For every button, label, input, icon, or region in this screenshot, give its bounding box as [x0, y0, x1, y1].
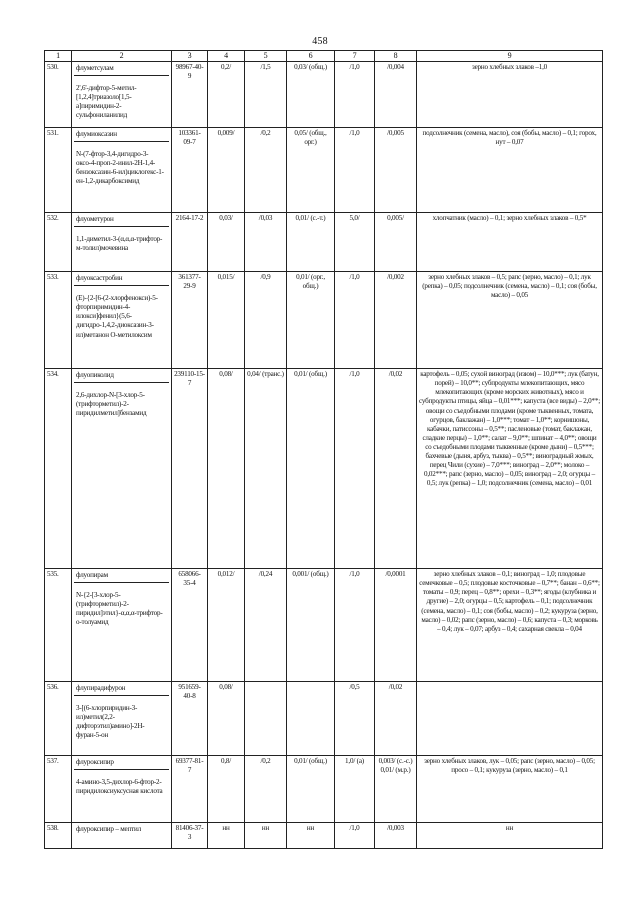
chemical-name: 2,6-дихлор-N-[3-хлор-5-(трифторметил)-2-пиридилметил]бензамид — [76, 391, 147, 418]
food-tolerances: зерно хлебных злаков –1,0 — [417, 62, 603, 128]
row-number: 534. — [45, 369, 72, 569]
column-header: 5 — [245, 51, 287, 62]
table-row — [45, 128, 603, 213]
food-tolerances: зерно хлебных злаков, лук – 0,05; рапс (зерно, масло) – 0,05; просо – 0,1; кукуруза (зерно, масло) – 0,1 — [417, 756, 603, 823]
cas-number: 951659-40-8 — [172, 682, 208, 756]
value-col5: /0,24 — [245, 569, 287, 682]
table-row — [45, 569, 603, 682]
value-col8: /0,003 — [375, 823, 417, 849]
substance-name: флумиоксазин — [74, 129, 169, 142]
food-tolerances: зерно хлебных злаков – 0,1; виноград – 1,0; плодовые семечковые – 0,5; плодовые косточковые – 0,7**; банан – 0,6**; томаты – 0,9; перец – 0,8**; орехи – 0,3**; ягоды (клубника и другие) – 2,0; огурцы – 0,5; картофель – 0,1; подсолнечник (семена, масло) – 0,1; соя (бобы, масло) – 0,2; кукуруза (зерно, масло) – 0,02; рапс (зерно, масло) – 0,6; капуста – 0,3; морковь – 0,4; лук – 0,07; арбуз – 0,4; сахарная свекла – 0,04 — [417, 569, 603, 682]
substance-cell — [72, 756, 172, 823]
value-col8: 0,005/ — [375, 213, 417, 272]
row-number: 532. — [45, 213, 72, 272]
cas-number: 69377-81-7 — [172, 756, 208, 823]
value-col8: /0,004 — [375, 62, 417, 128]
value-col6: 0,01/ (общ.) — [287, 756, 335, 823]
food-tolerances: зерно хлебных злаков – 0,5; рапс (зерно, масло) – 0,1; лук (репка) – 0,05; подсолнечник (семена, масло) – 0,1; соя (бобы, масло) – 0,05 — [417, 272, 603, 369]
value-col7: /1,0 — [335, 62, 375, 128]
column-header: 2 — [72, 51, 172, 62]
substance-name: флупирадифурон — [74, 683, 169, 696]
table-row — [45, 62, 603, 128]
value-col8: /0,02 — [375, 369, 417, 569]
substance-name: флуоксастробин — [74, 273, 169, 286]
substance-cell — [72, 369, 172, 569]
column-header: 9 — [417, 51, 603, 62]
table-row — [45, 823, 603, 849]
value-col7: /1,0 — [335, 369, 375, 569]
value-col8: 0,003/ (с.-с.) 0,01/ (м.р.) — [375, 756, 417, 823]
page-number: 458 — [312, 36, 328, 47]
cas-number: 239110-15-7 — [172, 369, 208, 569]
value-col8: /0,02 — [375, 682, 417, 756]
value-col4: 0,015/ — [208, 272, 245, 369]
food-tolerances: картофель – 0,05; сухой виноград (изюм) – 10,0***; лук (батун, порей) – 10,0**; субпродукты млекопитающих, мясо млекопитающих (кроме морских животных), мясо и субпродукты птицы, яйца – 0,01***; капуста (все виды) – 2,0**; овощи со съедобными плодами (кроме тыквенных, томата, огурцов, баклажан) – 1,0***; томат – 1,0**; корнишоны, кабачки, патиссоны – 0,5**; пасленовые (томат, баклажан, сладкие перцы) – 1,0**; салат – 9,0**; шпинат – 4,0**; овощи со съедобными плодами тыквенные (кроме дыни) – 0,5***; бахчевые (дыня, арбуз, тыква) – 0,5**; виноградный жмых, перец Чили (сухие) – 7,0***; виноград – 2,0**; молоко – 0,02***; рапс (зерно, масло) – 0,05; виноград – 2,0; огурцы – 0,5; лук (репка) – 1,0; подсолнечник (семена, масло) – 0,01 — [417, 369, 603, 569]
value-col6: 0,05/ (общ., орг.) — [287, 128, 335, 213]
value-col8: /0,002 — [375, 272, 417, 369]
row-number: 531. — [45, 128, 72, 213]
value-col4: 0,08/ — [208, 682, 245, 756]
value-col7: /1,0 — [335, 823, 375, 849]
cas-number: 103361-09-7 — [172, 128, 208, 213]
substance-name: флуроксипир — [74, 757, 169, 770]
column-header: 6 — [287, 51, 335, 62]
substance-cell — [72, 569, 172, 682]
column-header: 7 — [335, 51, 375, 62]
value-col8: /0,0001 — [375, 569, 417, 682]
value-col4: нн — [208, 823, 245, 849]
value-col5: /0,03 — [245, 213, 287, 272]
value-col6: 0,001/ (общ.) — [287, 569, 335, 682]
substance-cell — [72, 823, 172, 849]
value-col5: /0,9 — [245, 272, 287, 369]
value-col7: 1,0/ (а) — [335, 756, 375, 823]
column-header: 3 — [172, 51, 208, 62]
table-row — [45, 213, 603, 272]
table-row — [45, 756, 603, 823]
substance-name: флуметсулам — [74, 63, 169, 76]
food-tolerances — [417, 682, 603, 756]
value-col5: 0,04/ (транс.) — [245, 369, 287, 569]
value-col5 — [245, 682, 287, 756]
row-number: 533. — [45, 272, 72, 369]
food-tolerances: нн — [417, 823, 603, 849]
chemical-name: N-(7-фтор-3,4-дигидро-3-оксо-4-проп-2-инил-2H-1,4-бензоксазин-6-ил)циклогекс-1-ен-1,2-дикарбоксимид — [76, 150, 164, 186]
food-tolerances: подсолнечник (семена, масло), соя (бобы, масло) – 0,1; горох, нут – 0,07 — [417, 128, 603, 213]
column-header: 8 — [375, 51, 417, 62]
table-row — [45, 682, 603, 756]
cas-number: 81406-37-3 — [172, 823, 208, 849]
value-col8: /0,005 — [375, 128, 417, 213]
substance-cell — [72, 128, 172, 213]
value-col4: 0,8/ — [208, 756, 245, 823]
substance-name: флуроксипир – мептил — [76, 825, 141, 834]
value-col4: 0,012/ — [208, 569, 245, 682]
chemical-name: 4-амино-3,5-дихлор-6-фтор-2-пиридилоксиуксусная кислота — [76, 778, 163, 796]
substance-cell — [72, 272, 172, 369]
value-col5: /0,2 — [245, 128, 287, 213]
chemical-name: 2',6'-дифтор-5-метил-[1,2,4]триазоло[1,5-a]пиримидин-2-сульфониланилид — [76, 84, 137, 120]
cas-number: 2164-17-2 — [172, 213, 208, 272]
substance-cell — [72, 682, 172, 756]
value-col6 — [287, 682, 335, 756]
column-header: 1 — [45, 51, 72, 62]
value-col7: 5,0/ — [335, 213, 375, 272]
substance-name: флуопиколид — [74, 370, 169, 383]
value-col7: /1,0 — [335, 272, 375, 369]
value-col4: 0,009/ — [208, 128, 245, 213]
row-number: 535. — [45, 569, 72, 682]
value-col6: 0,01/ (орг., общ.) — [287, 272, 335, 369]
row-number: 530. — [45, 62, 72, 128]
substance-name: флуопирам — [74, 570, 169, 583]
substance-cell — [72, 213, 172, 272]
table-row — [45, 272, 603, 369]
value-col6: 0,01/ (с.-т.) — [287, 213, 335, 272]
value-col6: 0,03/ (общ.) — [287, 62, 335, 128]
row-number: 536. — [45, 682, 72, 756]
chemical-name: N-{2-[3-хлор-5-(трифторметил)-2-пиридил]этил}-α,α,α-трифтор-о-толуамид — [76, 591, 163, 627]
chemical-name: 3-[(6-хлорпиридин-3-ил)метил(2,2-дифторэтил)амино]-2H-фуран-5-он — [76, 704, 145, 740]
row-number: 538. — [45, 823, 72, 849]
value-col4: 0,03/ — [208, 213, 245, 272]
value-col7: /0,5 — [335, 682, 375, 756]
cas-number: 361377-29-9 — [172, 272, 208, 369]
chemical-name: 1,1-диметил-3-(α,α,α-трифтор-м-толил)мочевина — [76, 235, 163, 253]
value-col4: 0,08/ — [208, 369, 245, 569]
value-col4: 0,2/ — [208, 62, 245, 128]
pesticide-register-table — [44, 50, 603, 849]
value-col5: нн — [245, 823, 287, 849]
column-header-row — [45, 51, 603, 62]
substance-name: флуометурон — [74, 214, 169, 227]
value-col7: /1,0 — [335, 128, 375, 213]
value-col5: /1,5 — [245, 62, 287, 128]
row-number: 537. — [45, 756, 72, 823]
substance-cell — [72, 62, 172, 128]
food-tolerances: хлопчатник (масло) – 0,1; зерно хлебных злаков – 0,5* — [417, 213, 603, 272]
column-header: 4 — [208, 51, 245, 62]
value-col6: нн — [287, 823, 335, 849]
table-row — [45, 369, 603, 569]
value-col5: /0,2 — [245, 756, 287, 823]
value-col7: /1,0 — [335, 569, 375, 682]
cas-number: 98967-40-9 — [172, 62, 208, 128]
chemical-name: (E)-{2-[6-(2-хлорфенокси)-5-фторпиримидин-4-илокси]фенил}(5,6-дигидро-1,4,2-диоксазин-3-ил)метанон О-метилоксим — [76, 294, 158, 339]
cas-number: 658066-35-4 — [172, 569, 208, 682]
value-col6: 0,01/ (общ.) — [287, 369, 335, 569]
